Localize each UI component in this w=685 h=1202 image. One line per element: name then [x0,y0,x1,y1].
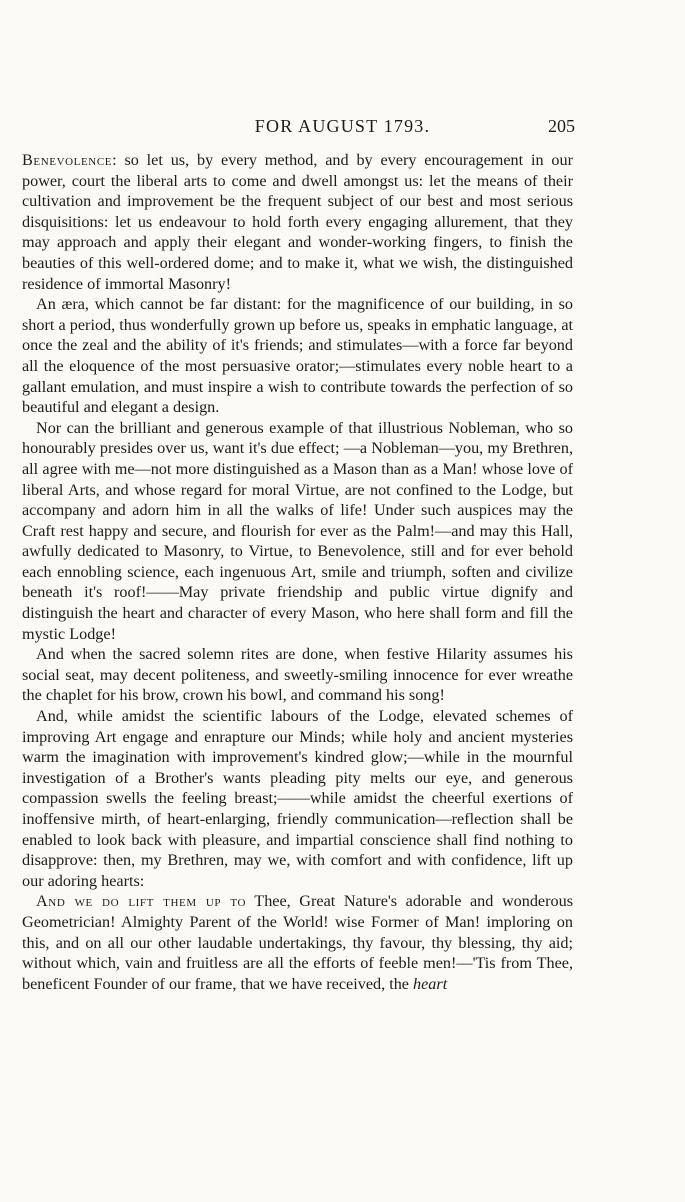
paragraph-lodge-labours [22,706,573,891]
paragraph-benevolence [22,150,573,294]
paragraph-hilarity [22,644,573,706]
catchword: heart [413,974,448,993]
paragraph-lead: Benevolence [22,151,113,169]
paragraph-nobleman [22,418,573,645]
paragraph-text: And, while amidst the scientific labours of the Lodge, elevated schemes of improving Art engage and enrapture our Minds; while holy and ancient mysteries warm the imagination with improvement's kindred glow;—while in the mournful investigation of a Brother's wants pleading pity melts our eye, and generous compassion swells the feeling breast;——while amidst the cheerful exertions of inoffensive mirth, of heart-enlarging, friendly communication—reflection shall be enabled to look back with pleasure, and impartial conscience shall find nothing to disapprove: then, my Brethren, may we, with comfort and with confidence, lift up our adoring hearts: [22,707,573,890]
paragraph-text: : so let us, by every method, and by every encouragement in our power, court the liberal arts to come and dwell amongst us: let the means of their cultivation and improvement be the frequent subject of our best and most serious disquisitions: let us endeavour to hold forth every engaging allurement, that they may approach and apply their elegant and wonder-working fingers, to finish the beauties of this well-ordered dome; and to make it, what we wish, the distinguished residence of immortal Masonry! [22,151,573,293]
paragraph-text: Nor can the brilliant and generous example of that illustrious Nobleman, who so honourably presides over us, want it's due effect; —a Nobleman—you, my Brethren, all agree with me—not more distinguished as a Mason than as a Man! whose love of liberal Arts, and whose regard for moral Virtue, are not confined to the Lodge, but accompany and adorn him in all the walks of life! Under such auspices may the Craft rest happy and secure, and flourish for ever as the Palm!—and may this Hall, awfully dedicated to Masonry, to Virtue, to Benevolence, still and for ever behold each ennobling science, each ingenuous Art, smile and triumph, soften and civilize beneath it's roof!——May private friendship and public virtue dignify and distinguish the heart and character of every Mason, who here shall form and fill the mystic Lodge! [22,418,573,643]
paragraph-text: And when the sacred solemn rites are done, when festive Hilarity assumes his social seat, may decent politeness, and sweetly-smiling innocence for ever wreathe the chaplet for his brow, crown his bowl, and command his song! [22,645,573,705]
paragraph-invocation [22,891,573,994]
paragraph-text: Thee, Great Nature's adorable and wonderous Geometrician! Almighty Parent of the World! wise Former of Man! imploring on this, and on all our other laudable undertakings, thy favour, thy blessing, thy aid; without which, vain and fruitless are all the efforts of feeble men!—'Tis from Thee, beneficent Founder of our frame, that we have received, the [22,892,573,993]
body-text [22,150,573,994]
paragraph-aera [22,294,573,418]
running-title: FOR AUGUST 1793. [254,116,431,136]
page-number: 205 [548,116,575,136]
paragraph-text: An æra, which cannot be far distant: for the magnificence of our building, in so short a period, thus wonderfully grown up before us, speaks in emphatic language, at once the zeal and the ability of it's friends; and stimulates—with a force far beyond all the eloquence of the most persuasive orator;—stimulates every noble heart to a gallant emulation, and must inspire a wish to contribute towards the perfection of so beautiful and elegant a design. [22,295,573,417]
paragraph-lead: And we do lift them up to [36,892,247,911]
running-head [0,116,685,140]
